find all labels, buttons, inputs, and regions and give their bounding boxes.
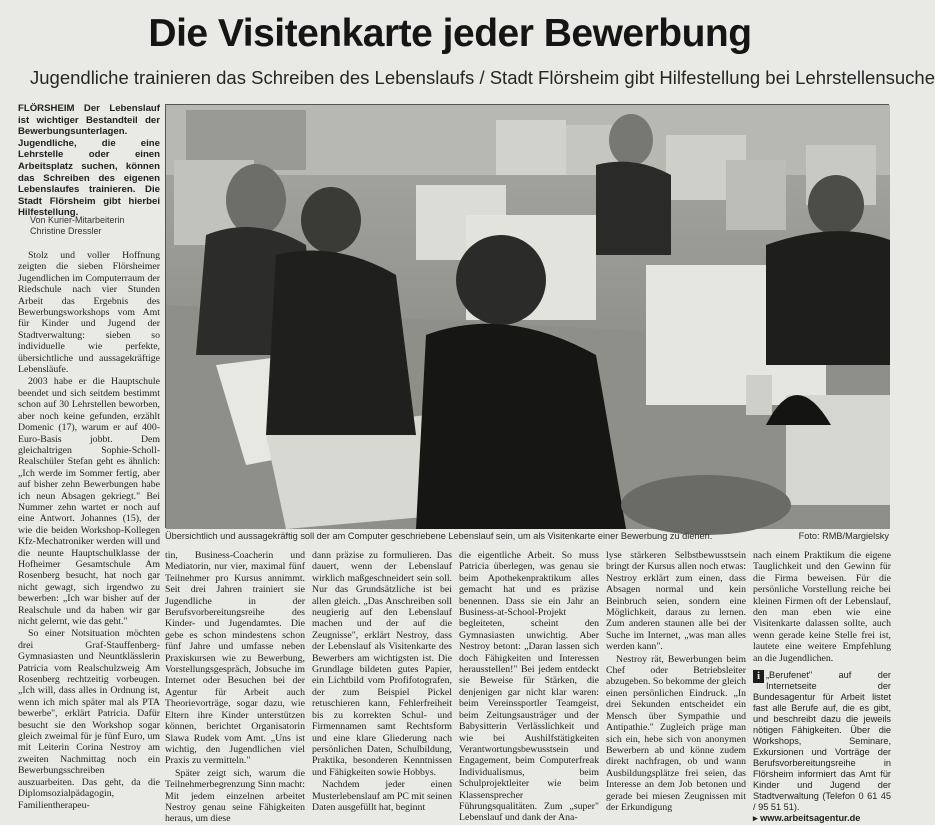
paragraph: So einer Notsituation möchten drei Graf-Stauffenberg-Gymnasiasten und Neuntklässlerin Patricia vom Realschulzweig Am Rosenberg rechtzeitig vorbeugen. „Ich will, dass alles in Ordnung ist, wenn ich mich später mal als PTA bewerbe", erklärt Patricia. Dafür besucht sie den Workshop sogar gleich zweimal für je fünf Euro, um mit Leiterin Corina Nestroy am zweiten Nachmittag noch ein Bewerbungsschreiben auszuarbeiten. Das geht, da die Diplomsozialpädagogin, Familientherapeu- <box>18 628 160 811</box>
article-subheadline: Jugendliche trainieren das Schreiben des Lebenslaufs / Stadt Flörsheim gibt Hilfestellung bei Lehrstellensuche <box>30 67 935 88</box>
article-headline: Die Visitenkarte jeder Bewerbung <box>148 12 752 55</box>
article-column-3 <box>312 550 452 816</box>
article-column-4 <box>459 550 599 824</box>
info-box <box>753 670 891 824</box>
article-column-6 <box>753 550 891 824</box>
article-column-2 <box>165 550 305 825</box>
byline-line-2: Christine Dressler <box>30 226 102 236</box>
paragraph: lyse stärkeren Selbstbewusstsein bringt der Kursus allen noch etwas: Nestroy erklärt zum einen, dass Absagen normal und kein Beinbruch seien, sondern eine Möglichkeit, daraus zu lernen. Zum anderen staunen alle bei der Suche im Internet, „was man alles werden kann". <box>606 550 746 653</box>
paragraph: dann präzise zu formulieren. Das dauert, wenn der Lebenslauf wirklich maßgeschneidert sein soll. Nur das Grundsätzliche ist bei allen gleich. „Das Anschreiben soll neugierig auf den Lebenslauf machen und der auf die Zeugnisse", erklärt Nestroy, dass der Lebenslauf als Visitenkarte des Bewerbers am wichtigsten ist. Die Grundlage bildeten gutes Papier, ein Lichtbild vom Profifotografen, der zum Beispiel Pickel retuschieren kann, Fehlerfreiheit bis zu korrekten Schul- und Firmennamen samt Rechtsform und eine klare Gliederung nach persönlichen Daten, Schulbildung, Praktika, besonderen Kenntnissen und Fähigkeiten sowie Hobbys. <box>312 550 452 778</box>
article-photo <box>165 104 889 528</box>
article-column-1 <box>18 250 160 816</box>
article-column-5 <box>606 550 746 816</box>
dateline: FLÖRSHEIM <box>18 103 75 114</box>
article-lead <box>18 103 160 219</box>
paragraph: Nestroy rät, Bewerbungen beim Chef oder Betriebsleiter abzugeben. So bekomme der gleich einen persönlichen Eindruck. „In drei Sekunden entscheidet ein Mensch über Sympathie und Antipathie." Zugleich präge man sich ein, hebe sich von anonymen Bewerbern ab und könne zudem direkt nachfragen, ob und wann Ausbildungsplätze frei seien, das Interesse an dem Job betonen und gerade bei miesen Zeugnissen mit der Erkundigung <box>606 653 746 813</box>
classroom-photo-image <box>166 105 890 529</box>
website-link[interactable]: ▸ www.arbeitsagentur.de <box>753 813 861 824</box>
paragraph: Nachdem jeder einen Musterlebenslauf am PC mit seinen Daten ausgefüllt hat, beginnt <box>312 779 452 813</box>
paragraph: tin, Business-Coacherin und Mediatorin, nur vier, maximal fünf Teilnehmer pro Kursus annimmt. Seit drei Jahren trainiert sie Jugendliche in der Berufsvorbereitungsreihe des Kinder- und Jugendamtes. Die gebe es schon mindestens schon fünf Jahre und umfasse neben Praxiskursen wie zu Bewerbung, Vorstellungsgespräch, Jobsuche im Internet oder Besuchen bei der Agentur für Arbeit auch Theorievorträge, sogar dazu, wie Eltern ihre Kinder unterstützen können, berichtet Organisatorin Slawa Rudek vom Amt. „Uns ist wichtig, den Jugendlichen viel Praxis zu vermitteln." <box>165 550 305 767</box>
paragraph: Später zeigt sich, warum die Teilnehmerbegrenzung Sinn macht: Mit jedem einzelnen arbeitet Nestroy genau seine Fähigkeiten heraus, um diese <box>165 767 305 825</box>
paragraph: Stolz und voller Hoffnung zeigten die sieben Flörsheimer Jugendlichen im Computerraum der Riedschule nach vier Stunden Arbeit das Ergebnis des Bewerbungsworkshops vom Amt für Kinder und Jugend der Stadtverwaltung: sieben so individuelle wie perfekte, übersichtliche und aussagekräftige Lebensläufe. <box>18 250 160 376</box>
paragraph: die eigentliche Arbeit. So muss Patricia überlegen, was genau sie beim Apothekenpraktikum alles gemacht hat und es präzise benennen. Dass sie ein Jahr an Business-at-School-Projekt begleiteten, scheint den Gymnasiasten unwichtig. Aber Nestroy betont: „Daran lassen sich doch Fähigkeiten und Interessen herausstellen!" Bei jedem entdeckt sie Beweise für Stärken, die denjenigen gar nicht klar waren: beim Vereinssportler Teamgeist, beim Zeitungsausträger und der Babysitterin Verlässlichkeit und wie bei Aushilfstätigkeiten Verantwortungsbewusstsein und Engagement, beim Computerfreak Individualismus, beim Schulprojektleiter wie beim Klassensprecher Führungsqualitäten. Zum „super" Lebenslauf und dank der Ana- <box>459 550 599 824</box>
photo-caption-row <box>165 531 889 545</box>
paragraph: nach einem Praktikum die eigene Tauglichkeit und den Gewinn für die Firma beweisen. Für die persönliche Vorstellung reiche bei kleinen Firmen oft der Lebenslauf, den man eben wie eine Visitenkarte dalassen sollte, auch wenn gerade keine Stelle frei ist, lautete eine weitere Empfehlung an die Jugendlichen. <box>753 550 891 664</box>
byline <box>30 215 160 237</box>
info-icon: i <box>753 670 764 683</box>
photo-caption: Übersichtlich und aussagekräftig soll der am Computer geschriebene Lebenslauf sein, um als Visitenkarte einer Bewerbung zu dienen. <box>165 531 713 541</box>
photo-credit: Foto: RMB/Margielsky <box>798 531 889 541</box>
lead-text: Der Lebenslauf ist wichtiger Bestandteil der Bewerbungsunterlagen. Jugendliche, die eine Lehrstelle oder einen Arbeitsplatz suchen, können das Schreiben des eigenen Lebenslaufes trainieren. Die Stadt Flörsheim gibt hierbei Hilfestellung. <box>18 103 160 219</box>
paragraph: 2003 habe er die Hauptschule beendet und sich seitdem bestimmt schon auf 30 Lehrstellen beworben, aber noch keine gefunden, erzählt Domenic (17), warum er auf 400-Euro-Basis jobbt. Dem gleichaltrigen Sophie-Scholl-Realschüler Stefan geht es ähnlich: „Ich werde im Sommer fertig, aber auf bisher zehn Bewerbungen habe ich neun Absagen gekriegt." Bei Nummer zehn wartet er noch auf eine Antwort. Johannes (15), der wie die beiden Workshop-Kollegen Kfz-Mechatroniker werden will und die neunte Hauptschulklasse der Hofheimer Gesamtschule Am Rosenberg besucht, hat noch gar nicht gewagt, sich irgendwo zu bewerben: „Ich war bisher auf der Realschule und da haben wir gar nicht gelernt, wie das geht." <box>18 376 160 627</box>
byline-line-1: Von Kurier-Mitarbeiterin <box>30 215 125 225</box>
info-box-text: „Berufenet" auf der Internetseite der Bundesagentur für Arbeit listet fast alle Berufe auf, die es gibt, und beschreibt dazu die jeweils nötigen Fähigkeiten. Über die Workshops, Seminare, Exkursionen und Vorträge der Berufsvorbereitungsreihe in Flörsheim informiert das Amt für Kinder und Jugend der Stadtverwaltung (Telefon 0 61 45 / 95 51 51). <box>753 670 891 813</box>
